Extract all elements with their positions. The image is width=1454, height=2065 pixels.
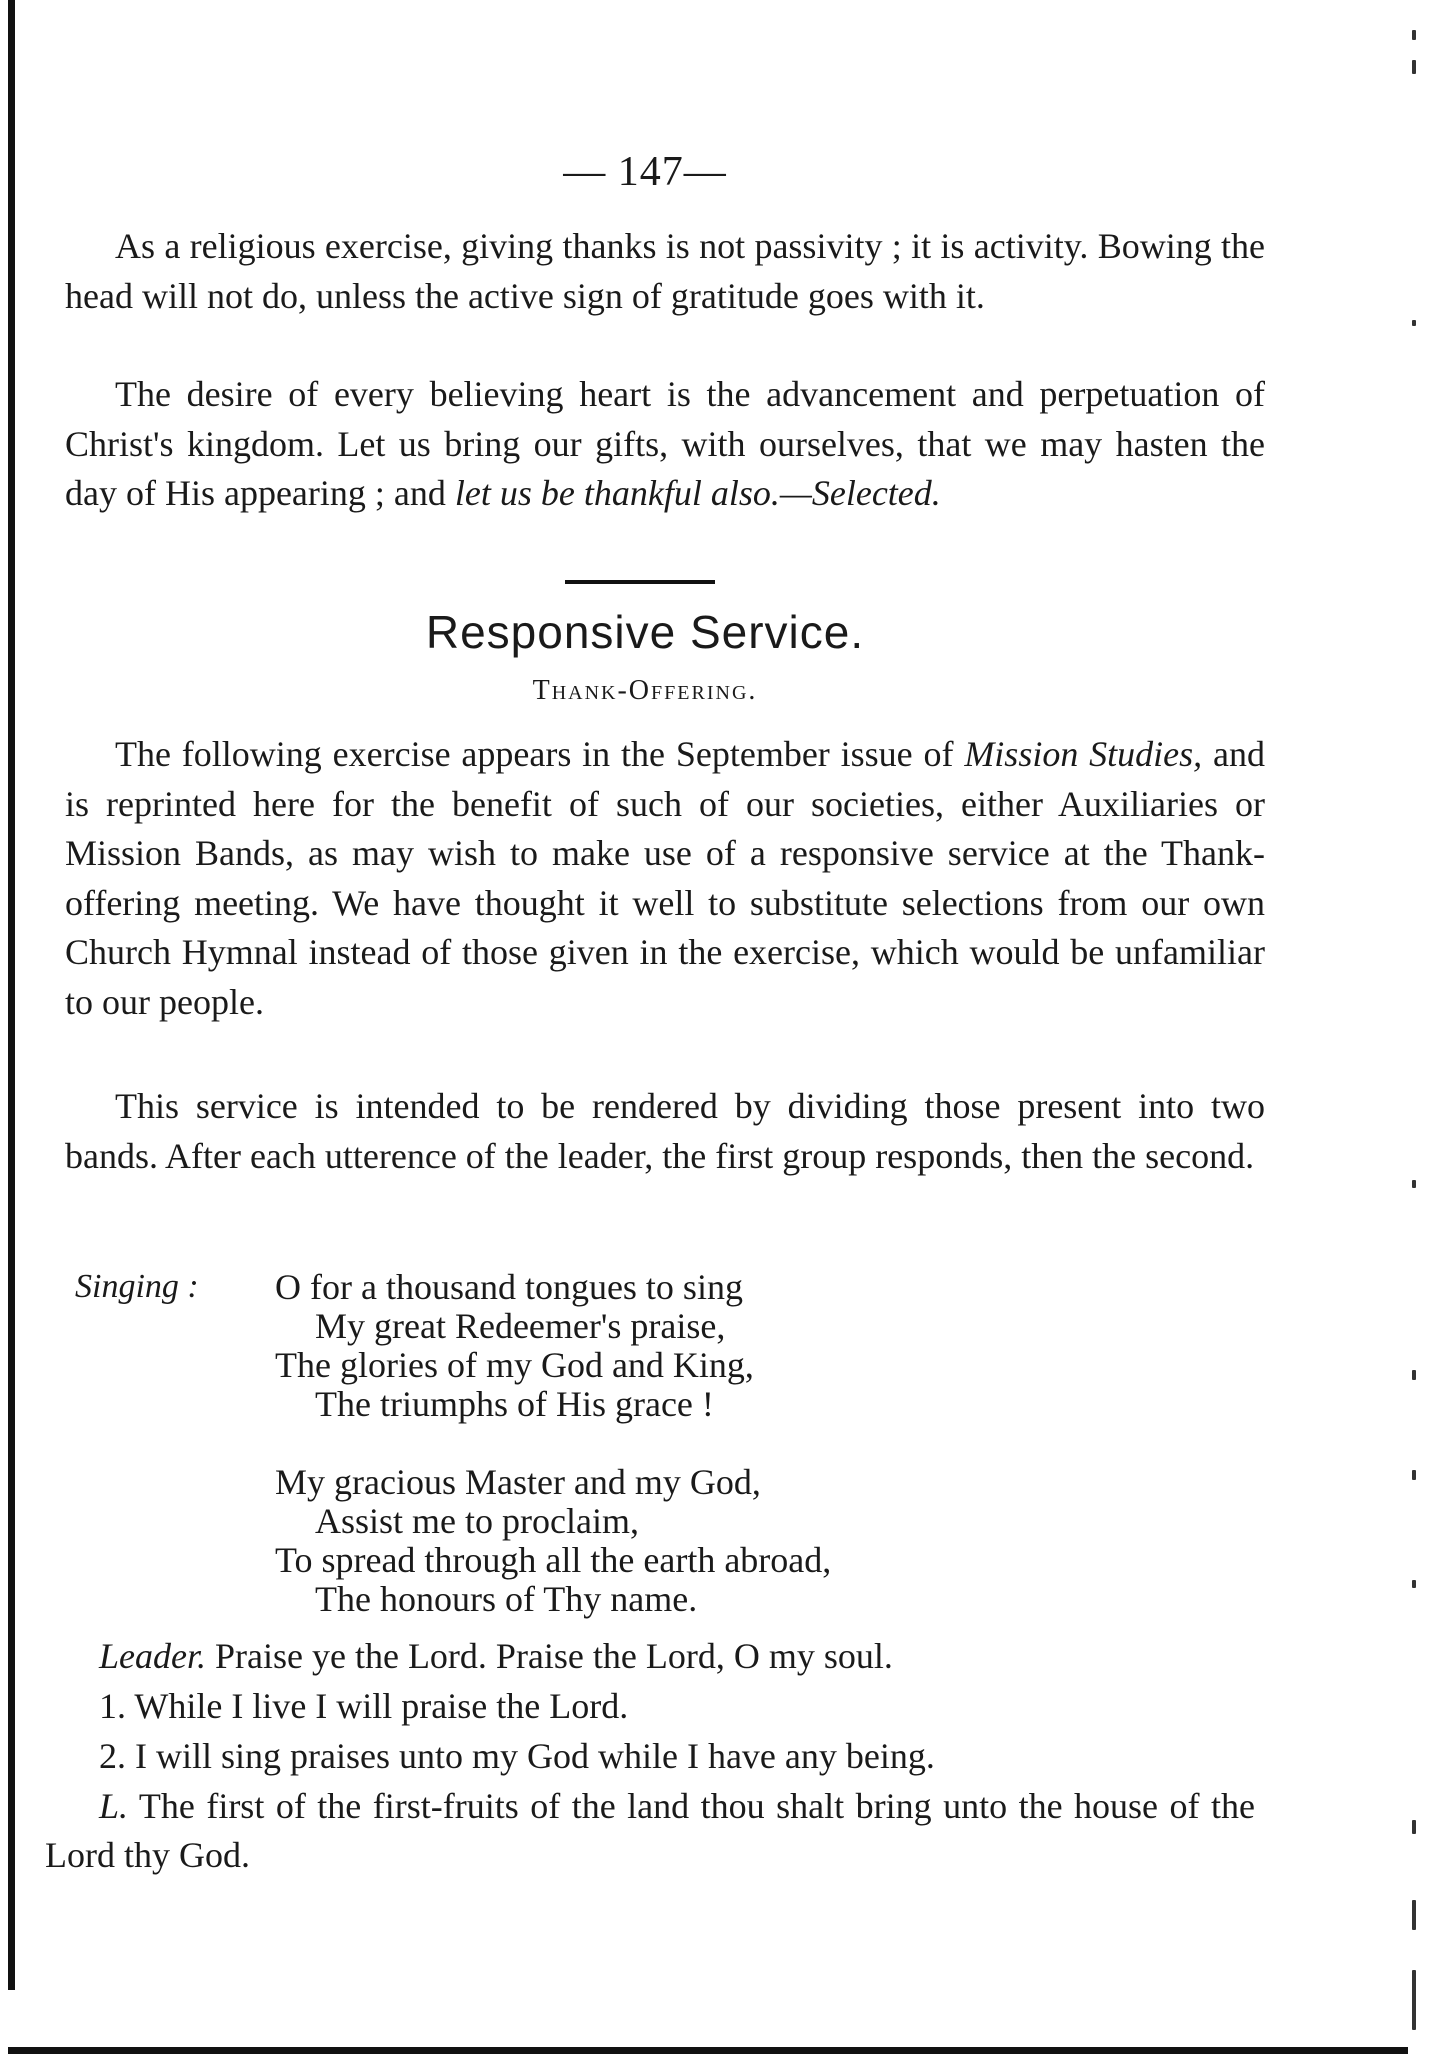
paragraph-1-text: As a religious exercise, giving thanks is not passivity ; it is activity. Bowing the head will not do, unless the active sign of gratitude goes with it. <box>65 226 1265 316</box>
hymn-stanza-1 <box>275 1268 754 1424</box>
response-text: The first of the first-fruits of the land thou shalt bring unto the house of the Lord thy God. <box>45 1786 1255 1875</box>
section-divider <box>565 580 715 584</box>
section-subheading: Thank-Offering. <box>532 675 758 706</box>
hymn-line: To spread through all the earth abroad, <box>275 1540 832 1580</box>
response-text: Praise ye the Lord. Praise the Lord, O my soul. <box>215 1636 893 1676</box>
response-2 <box>99 1732 1309 1781</box>
response-1 <box>99 1682 1309 1731</box>
bottom-margin-rule <box>8 2047 1408 2054</box>
paragraph-giving-thanks <box>65 222 1265 321</box>
paragraph-2-text: The desire of every believing heart is the advancement and perpetuation of Christ's kingdom. Let us bring our gifts, with ourselves, that we may hasten the day of His appearing ; and <box>65 374 1265 513</box>
response-text: While I live I will praise the Lord. <box>134 1686 629 1726</box>
response-label: 2. <box>99 1736 126 1776</box>
paragraph-desire <box>65 370 1265 519</box>
hymn-stanza-2 <box>275 1463 831 1619</box>
section-heading: Responsive Service. <box>425 606 865 658</box>
hymn-label: Singing : <box>75 1268 199 1305</box>
response-text: I will sing praises unto my God while I have any being. <box>135 1736 935 1776</box>
right-edge-specks <box>1412 20 1432 2040</box>
paragraph-3-before: The following exercise appears in the September issue of <box>115 734 954 774</box>
response-leader <box>99 1632 1309 1681</box>
publication-title: Mission Studies, <box>964 734 1203 774</box>
paragraph-following-exercise <box>65 730 1265 1027</box>
paragraph-3-after: and is reprinted here for the benefit of such of our societies, either Auxiliaries or Mission Bands, as may wish to make use of a responsive service at the Thank-offering meeting. We have thought it well to substitute selections from our own Church Hymnal instead of those given in the exercise, which would be unfamiliar to our people. <box>65 734 1265 1022</box>
response-label: L. <box>99 1786 129 1826</box>
paragraph-4-text: This service is intended to be rendered by dividing those present into two bands. After each utterence of the leader, the first group responds, then the second. <box>65 1086 1265 1176</box>
hymn-line: O for a thousand tongues to sing <box>275 1267 743 1307</box>
hymn-line: The honours of Thy name. <box>315 1579 698 1619</box>
paragraph-service-instructions <box>65 1082 1265 1181</box>
hymn-line: The triumphs of His grace ! <box>315 1384 714 1424</box>
hymn-line: My great Redeemer's praise, <box>315 1306 726 1346</box>
response-label: 1. <box>99 1686 126 1726</box>
hymn-line: Assist me to proclaim, <box>315 1501 639 1541</box>
paragraph-2-italic: let us be thankful also.—Selected. <box>454 473 941 513</box>
left-margin-rule <box>8 0 15 1990</box>
response-label: Leader. <box>99 1636 206 1676</box>
response-l <box>45 1782 1255 1880</box>
hymn-line: The glories of my God and King, <box>275 1345 754 1385</box>
page-number: — 147— <box>563 149 727 195</box>
hymn-line: My gracious Master and my God, <box>275 1462 761 1502</box>
